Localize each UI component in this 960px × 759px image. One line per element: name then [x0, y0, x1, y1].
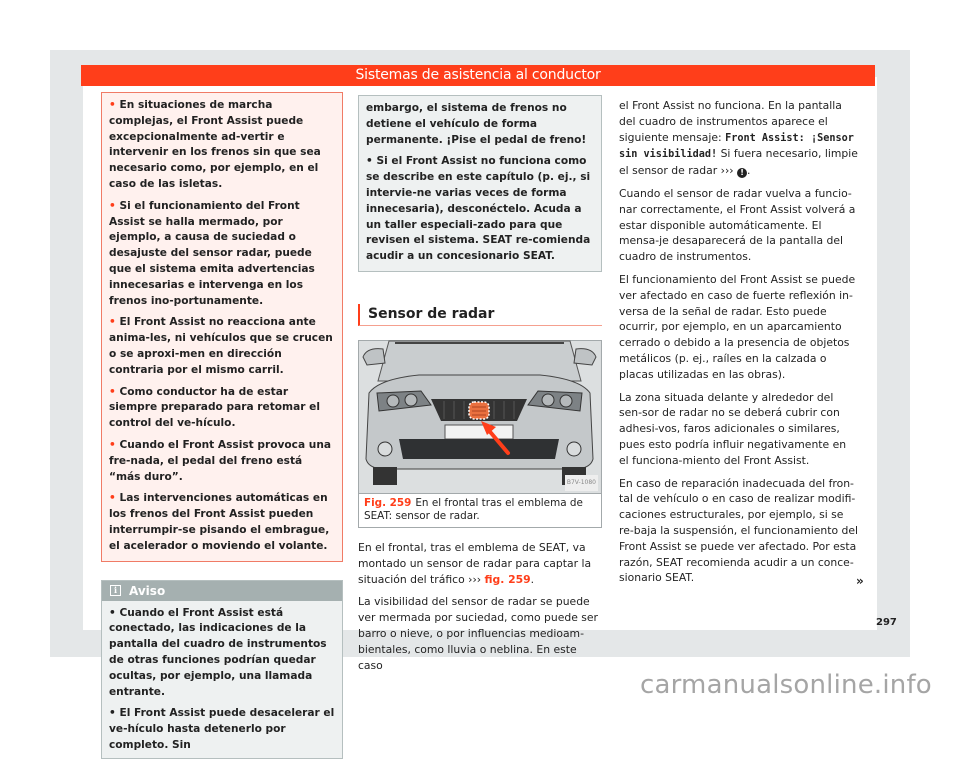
info-icon: i	[110, 585, 121, 596]
paragraph: el Front Assist no funciona. En la pantalla del cuadro de instrumentos aparece el siguiente mensaje: Front Assist: ¡Sensor sin visibilidad! Si fuera necesario, limpie el sensor de radar ››› ! .	[619, 99, 858, 178]
paragraph: La zona situada delante y alrededor del sen-sor de radar no se deberá cubrir con adhesi-vos, faros adicionales o similares, pues esto podría influir negativamente en el funciona-miento del Front Assist.	[619, 390, 847, 467]
note-item: • El Front Assist puede desacelerar el ve-hículo hasta detenerlo por completo. Sin	[109, 707, 335, 751]
car-front-icon	[359, 341, 600, 493]
note-item: • Cuando el Front Assist está conectado, las indicaciones de la pantalla del cuadro de instrumentos de otras funciones podrían quedar ocultas, por ejemplo, una llamada entrante.	[109, 606, 327, 698]
continue-marker-icon: »	[856, 574, 864, 588]
warning-item: • Cuando el Front Assist provoca una fre-nada, el pedal del freno está “más duro”.	[109, 438, 332, 483]
note-title: Aviso	[129, 583, 166, 598]
chapter-header: Sistemas de asistencia al conductor	[81, 65, 875, 86]
note-box-continuation	[358, 95, 602, 272]
bullet-icon: •	[109, 316, 116, 329]
warning-circle-icon[interactable]: !	[737, 168, 747, 178]
warning-item: • En situaciones de marcha complejas, el Front Assist puede excepcionalmente ad-vertir e intervenir en los frenos sin que sea necesario como, por ejemplo, en el caso de las isletas.	[109, 99, 321, 190]
column-middle	[358, 95, 602, 680]
warning-item: • El Front Assist no reacciona ante anima-les, ni vehículos que se crucen o se aproxi-men en dirección contraria por el mismo carril.	[109, 316, 333, 376]
paragraph: En el frontal, tras el emblema de SEAT, va montado un sensor de radar para captar la situación del tráfico ››› fig. 259.	[358, 540, 592, 586]
paragraph: En caso de reparación inadecuada del fron-tal de vehículo o en caso de realizar modifi-caciones estructurales, por ejemplo, si se re-baja la suspensión, el funcionamiento del Front Assist se puede ver afectado. Por esta razón, SEAT recomienda acudir a un conce-sionario SEAT.	[619, 476, 859, 585]
bullet-icon: •	[109, 438, 116, 451]
column-right	[619, 98, 859, 593]
figure-code: B7V-1080	[565, 475, 598, 491]
warning-box	[101, 92, 343, 562]
figure-link[interactable]: fig. 259	[484, 572, 531, 586]
cross-ref-arrow-icon: ›››	[720, 164, 734, 178]
paragraph: La visibilidad del sensor de radar se puede ver mermada por suciedad, como puede ser barro o nieve, o por influencias medioam-bientales, como lluvia o neblina. En este caso	[358, 595, 598, 672]
warning-item: • Si el funcionamiento del Front Assist se halla mermado, por ejemplo, a causa de suciedad o desajuste del sensor radar, puede que el sistema emita advertencias innecesarias e intervenga en los frenos ino-portunamente.	[109, 199, 315, 307]
bullet-icon: •	[109, 199, 116, 212]
figure-caption: Fig. 259 En el frontal tras el emblema de SEAT: sensor de radar.	[359, 493, 601, 527]
cross-ref-arrow-icon: ›››	[468, 572, 482, 586]
car-front-illustration	[359, 341, 601, 493]
bullet-icon: •	[109, 385, 116, 398]
column-left	[101, 92, 343, 759]
page-number: 297	[876, 617, 897, 628]
note-body	[102, 601, 342, 758]
paragraph: El funcionamiento del Front Assist se puede ver afectado en caso de fuerte reflexión in-versa de la señal de radar. Esto puede ocurrir, por ejemplo, en un aparcamiento cerrado o debido a la presencia de objetos metálicos (p. ej., raíles en la calzada o placas utilizadas en las obras).	[619, 272, 856, 381]
watermark: carmanualsonline.info	[640, 670, 932, 700]
note-item: embargo, el sistema de frenos no detiene el vehículo de forma permanente. ¡Pise el pedal de freno!	[366, 102, 587, 146]
warning-item: • Como conductor ha de estar siempre preparado para retomar el control del ve-hículo.	[109, 385, 320, 430]
note-box	[101, 580, 343, 759]
warning-item: • Las intervenciones automáticas en los frenos del Front Assist pueden interrumpir-se pisando el embrague, el acelerador o moviendo el volante.	[109, 492, 330, 552]
bullet-icon: •	[109, 492, 116, 505]
bullet-icon: •	[109, 99, 116, 111]
figure-label: Fig. 259	[364, 496, 412, 509]
paragraph: Cuando el sensor de radar vuelva a funcio-nar correctamente, el Front Assist volverá a estar disponible automáticamente. El mensa-je desaparecerá de la pantalla del cuadro de instrumentos.	[619, 186, 856, 264]
figure	[358, 340, 602, 528]
section-title: Sensor de radar	[358, 304, 602, 326]
display-message: Front Assist: ¡Sensor sin visibilidad!	[619, 132, 854, 161]
note-header	[102, 581, 342, 601]
note-item: • Si el Front Assist no funciona como se describe en este capítulo (p. ej., si intervie-ne varias veces de forma innecesaria), desconéctelo. Acuda a un taller especiali-zado para que revisen el sistema. SEAT re-comienda acudir a un concesionario SEAT.	[366, 155, 591, 263]
